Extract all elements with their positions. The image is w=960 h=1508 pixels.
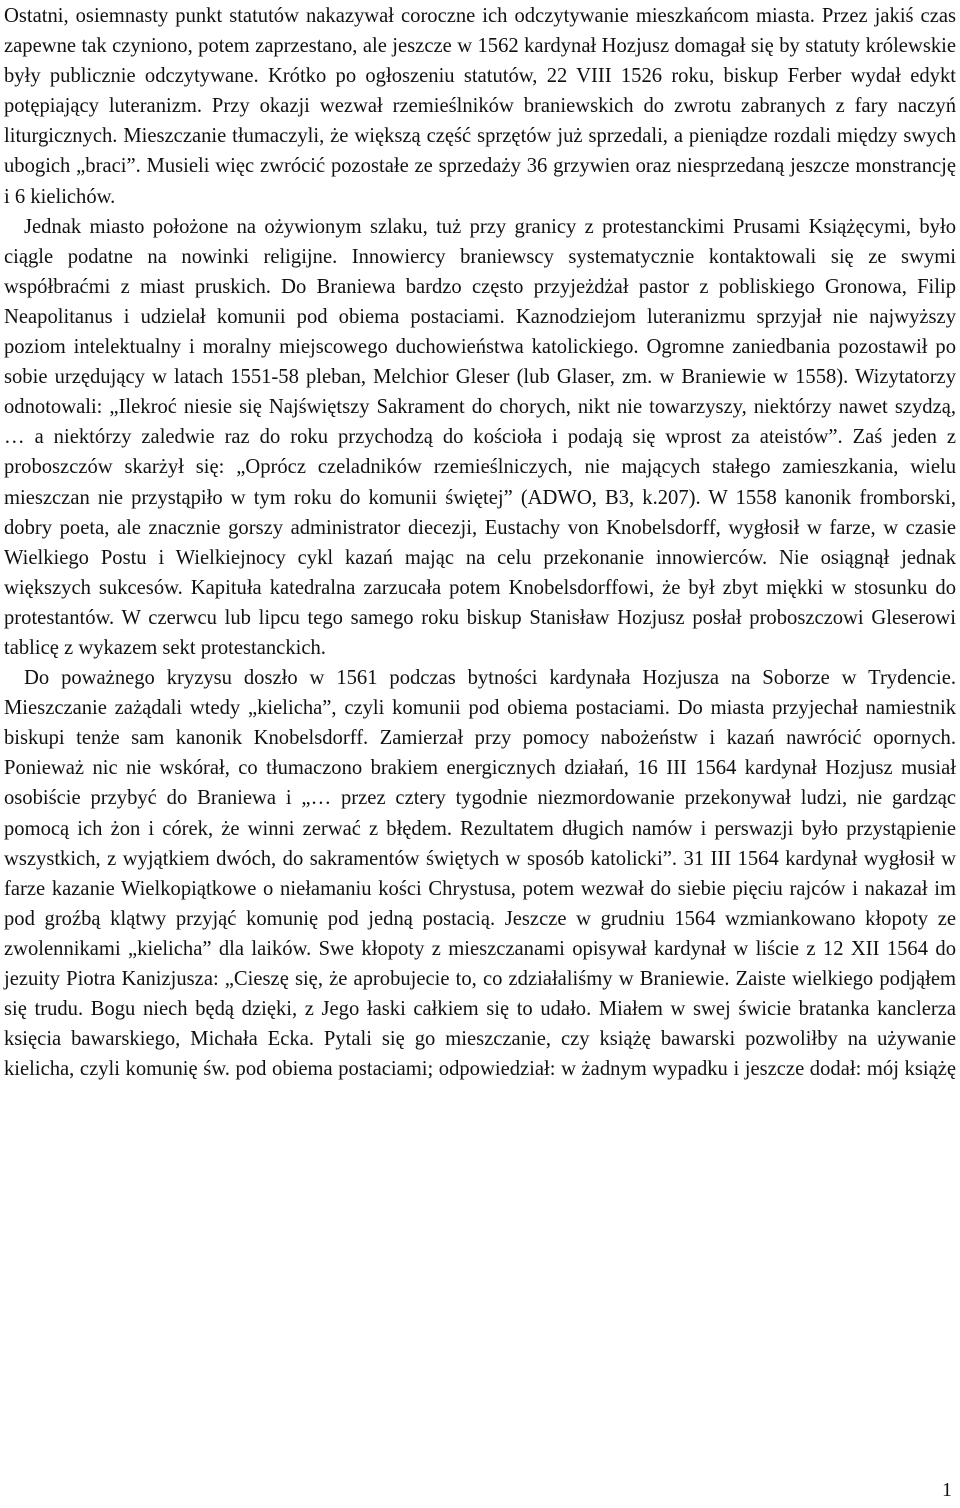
body-text bbox=[4, 0, 956, 1084]
paragraph-crisis-1561: Do poważnego kryzysu doszło w 1561 podczas bytności kardynała Hozjusza na Soborze w Trydencie. Mieszczanie zażądali wtedy „kielicha”, czyli komunii pod obiema postaciami. Do miasta przyjechał namiestnik biskupi tenże sam kanonik Knobelsdorff. Zamierzał przy pomocy nabożeństw i kazań nawrócić opornych. Ponieważ nic nie wskórał, co tłumaczono brakiem energicznych działań, 16 III 1564 kardynał Hozjusz musiał osobiście przybyć do Braniewa i „… przez cztery tygodnie niezmordowanie przekonywał ludzi, nie gardząc pomocą ich żon i córek, że winni zerwać z błędem. Rezultatem długich namów i perswazji było przystąpienie wszystkich, z wyjątkiem dwóch, do sakramentów świętych w sposób katolicki”. 31 III 1564 kardynał wygłosił w farze kazanie Wielkopiątkowe o niełamaniu kości Chrystusa, potem wezwał do siebie pięciu rajców i nakazał im pod groźbą klątwy przyjąć komunię pod jedną postacią. Jeszcze w grudniu 1564 wzmiankowano kłopoty ze zwolennikami „kielicha” dla laików. Swe kłopoty z mieszczanami opisywał kardynał w liście z 12 XII 1564 do jezuity Piotra Kanizjusza: „Cieszę się, że aprobujecie to, co zdziałaliśmy w Braniewie. Zaiste wielkiego podjąłem się trudu. Bogu niech będą dzięki, z Jego łaski całkiem się to udało. Miałem w swej świcie bratanka kanclerza księcia bawarskiego, Michała Ecka. Pytali się go mieszczanie, czy książę bawarski pozwoliłby na używanie kielicha, czyli komunię św. pod obiema postaciami; odpowiedział: w żadnym wypadku i jeszcze dodał: mój książę bbox=[4, 667, 956, 1081]
paragraph-statutes: Ostatni, osiemnasty punkt statutów nakazywał coroczne ich odczytywanie mieszkańcom miasta. Przez jakiś czas zapewne tak czyniono, potem zaprzestano, ale jeszcze w 1562 kardynał Hozjusz domagał się by statuty królewskie były publicznie odczytywane. Krótko po ogłoszeniu statutów, 22 VIII 1526 roku, biskup Ferber wydał edykt potępiający luteranizm. Przy okazji wezwał rzemieślników braniewskich do zwrotu zabranych z fary naczyń liturgicznych. Mieszczanie tłumaczyli, że większą część sprzętów już sprzedali, a pieniądze rozdali między swych ubogich „braci”. Musieli więc zwrócić pozostałe ze sprzedaży 36 grzywien oraz niesprzedaną jeszcze monstrancję i 6 kielichów. bbox=[4, 5, 956, 208]
page-number: 1 bbox=[942, 1479, 952, 1501]
paragraph-religious-novelties: Jednak miasto położone na ożywionym szlaku, tuż przy granicy z protestanckimi Prusami Książęcymi, było ciągle podatne na nowinki religijne. Innowiercy braniewscy systematycznie kontaktowali się ze swymi współbraćmi z miast pruskich. Do Braniewa bardzo często przyjeżdżał pastor z pobliskiego Gronowa, Filip Neapolitanus i udzielał komunii pod obiema postaciami. Kaznodziejom luteranizmu sprzyjał nie najwyższy poziom intelektualny i moralny miejscowego duchowieństwa katolickiego. Ogromne zaniedbania pozostawił po sobie urzędujący w latach 1551-58 pleban, Melchior Gleser (lub Glaser, zm. w Braniewie w 1558). Wizytatorzy odnotowali: „Ilekroć niesie się Najświętszy Sakrament do chorych, nikt nie towarzyszy, niektórzy nawet szydzą, … a niektórzy zaledwie raz do roku przychodzą do kościoła i podają się wprost za ateistów”. Zaś jeden z proboszczów skarżył się: „Oprócz czeladników rzemieślniczych, nie mających stałego zamieszkania, wielu mieszczan nie przystąpiło w tym roku do komunii świętej” (ADWO, B3, k.207). W 1558 kanonik fromborski, dobry poeta, ale znacznie gorszy administrator diecezji, Eustachy von Knobelsdorff, wygłosił w farze, w czasie Wielkiego Postu i Wielkiejnocy cykl kazań mając na celu przekonanie innowierców. Nie osiągnął jednak większych sukcesów. Kapituła katedralna zarzucała potem Knobelsdorffowi, że był zbyt miękki w stosunku do protestantów. W czerwcu lub lipcu tego samego roku biskup Stanisław Hozjusz posłał proboszczowi Gleserowi tablicę z wykazem sekt protestanckich. bbox=[4, 215, 956, 659]
